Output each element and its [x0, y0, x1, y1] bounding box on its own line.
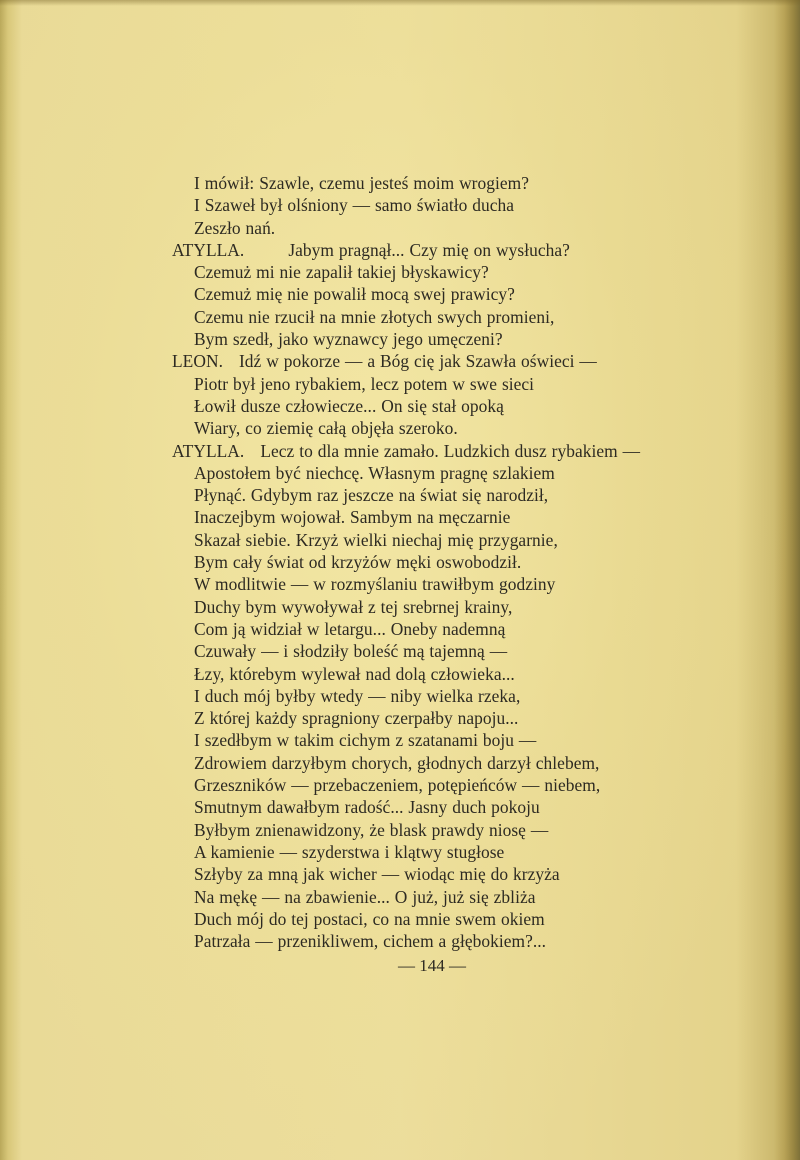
verse-text: Bym cały świat od krzyżów męki oswobodził.	[194, 552, 522, 573]
verse-line	[172, 774, 752, 796]
verse-line	[172, 640, 752, 662]
verse-text: Czemuż mi nie zapalił takiej błyskawicy?	[194, 262, 489, 283]
verse-text: Płynąć. Gdybym raz jeszcze na świat się narodził,	[194, 485, 549, 506]
verse-line	[172, 328, 752, 350]
verse-line	[172, 908, 752, 930]
verse-line	[172, 886, 752, 908]
verse-text: Smutnym dawałbym radość... Jasny duch pokoju	[194, 797, 540, 818]
verse-line	[172, 484, 752, 506]
speaker-name: LEON.	[172, 351, 223, 372]
verse-text: I szedłbym w takim cichym z szatanami boju —	[194, 730, 537, 751]
speaker-name: ATYLLA.	[172, 239, 245, 260]
verse-text: Inaczejbym wojował. Sambym na męczarnie	[194, 507, 511, 528]
verse-text: Czemu nie rzucił na mnie złotych swych promieni,	[194, 306, 555, 327]
verse-line	[172, 596, 752, 618]
verse-line	[172, 261, 752, 283]
verse-line	[172, 663, 752, 685]
verse-line	[172, 707, 752, 729]
verse-text: W modlitwie — w rozmyślaniu trawiłbym godziny	[194, 574, 556, 595]
verse-line	[172, 930, 752, 952]
speech-line	[172, 350, 752, 372]
verse-line	[172, 395, 752, 417]
verse-line	[172, 283, 752, 305]
verse-text: Idź w pokorze — a Bóg cię jak Szawła oświeci —	[238, 351, 597, 372]
verse-line	[172, 618, 752, 640]
verse-line	[172, 729, 752, 751]
verse-text: Com ją widział w letargu... Oneby nademną	[194, 618, 506, 639]
verse-text: Byłbym znienawidzony, że blask prawdy niosę —	[194, 819, 549, 840]
verse-text: Bym szedł, jako wyznawcy jego umęczeni?	[194, 329, 503, 350]
speech-line	[172, 239, 752, 261]
verse-line	[172, 796, 752, 818]
verse-line	[172, 529, 752, 551]
verse-line	[172, 551, 752, 573]
verse-line	[172, 752, 752, 774]
verse-text: Zeszło nań.	[194, 217, 276, 238]
verse-line	[172, 217, 752, 239]
verse-text: Skazał siebie. Krzyż wielki niechaj mię przygarnie,	[194, 529, 558, 550]
verse-line	[172, 194, 752, 216]
verse-text: I mówił: Szawle, czemu jesteś moim wrogiem?	[194, 173, 530, 193]
verse-line	[172, 373, 752, 395]
verse-text: Łowił dusze człowiecze... On się stał opoką	[194, 395, 504, 416]
verse-text: Szłyby za mną jak wicher — wiodąc mię do krzyża	[194, 864, 560, 885]
verse-text: I Szaweł był olśniony — samo światło ducha	[194, 195, 515, 216]
speech-line	[172, 440, 752, 462]
verse-line	[172, 685, 752, 707]
verse-line	[172, 841, 752, 863]
verse-text: Duch mój do tej postaci, co na mnie swem okiem	[194, 908, 545, 929]
verse-line	[172, 573, 752, 595]
verse-text: I duch mój byłby wtedy — niby wielka rzeka,	[194, 685, 521, 706]
verse-block	[172, 172, 752, 952]
verse-text: Czuwały — i słodziły boleść mą tajemną —	[194, 641, 508, 662]
verse-text: Grzeszników — przebaczeniem, potępieńców — niebem,	[194, 775, 601, 796]
verse-line	[172, 306, 752, 328]
verse-text: Patrzała — przenikliwem, cichem a głębokiem?...	[194, 931, 547, 952]
verse-text: Łzy, którebym wylewał nad dolą człowieka...	[194, 663, 515, 684]
speaker-name: ATYLLA.	[172, 440, 245, 461]
verse-text: Apostołem być niechcę. Własnym pragnę szlakiem	[194, 462, 555, 483]
verse-text: Zdrowiem darzyłbym chorych, głodnych darzył chlebem,	[194, 752, 600, 773]
page-number: — 144 —	[398, 956, 466, 975]
verse-text: Piotr był jeno rybakiem, lecz potem w swe sieci	[194, 373, 535, 394]
verse-text: Duchy bym wywoływał z tej srebrnej krainy,	[194, 596, 513, 617]
verse-text: Jabym pragnął... Czy mię on wysłucha?	[288, 239, 570, 260]
verse-line	[172, 417, 752, 439]
verse-line	[172, 819, 752, 841]
verse-text: A kamienie — szyderstwa i klątwy stugłose	[194, 841, 505, 862]
verse-text: Wiary, co ziemię całą objęła szeroko.	[194, 418, 458, 439]
verse-text: Czemuż mię nie powalił mocą swej prawicy?	[194, 284, 515, 305]
verse-line	[172, 462, 752, 484]
verse-line	[172, 863, 752, 885]
verse-line	[172, 172, 752, 194]
verse-text: Lecz to dla mnie zamało. Ludzkich dusz rybakiem —	[260, 440, 641, 461]
verse-text: Z której każdy spragniony czerpałby napoju...	[194, 708, 519, 729]
verse-text: Na mękę — na zbawienie... O już, już się zbliża	[194, 886, 536, 907]
verse-line	[172, 506, 752, 528]
